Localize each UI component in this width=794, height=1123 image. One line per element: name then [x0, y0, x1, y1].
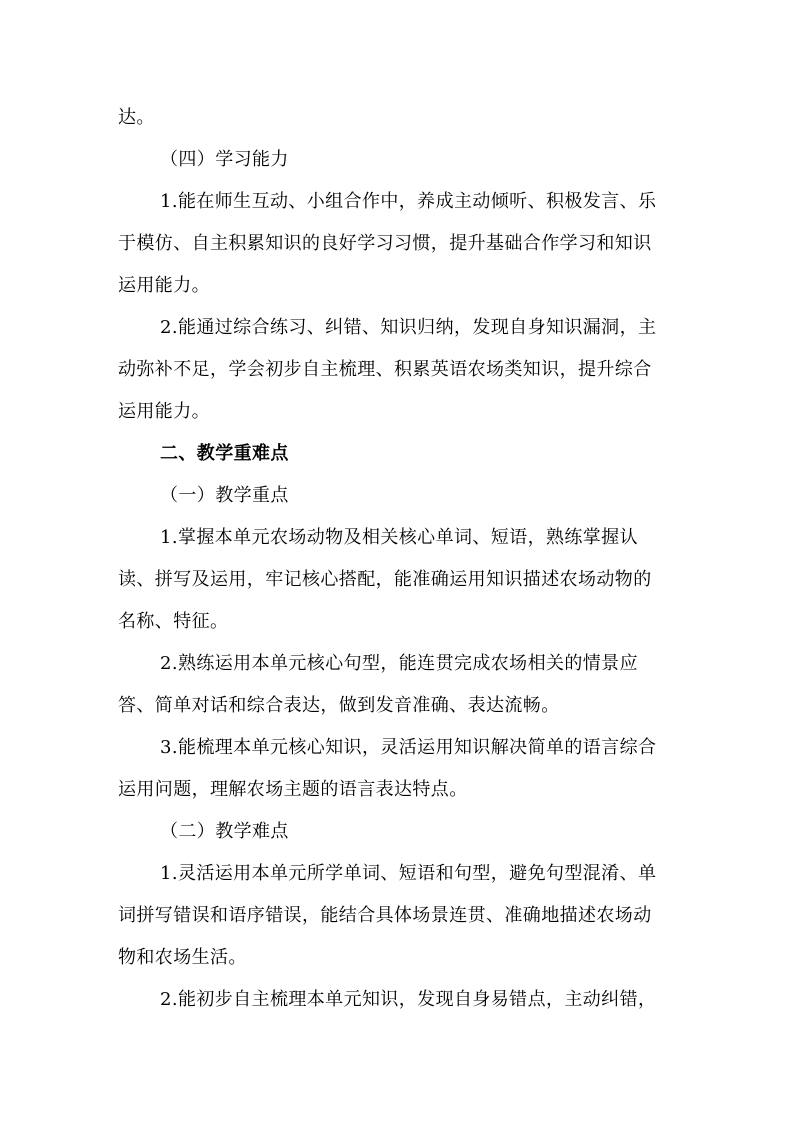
text-line: 词拼写错误和语序错误，能结合具体场景连贯、准确地描述农场动 — [118, 905, 652, 926]
text-line: 2.能通过综合练习、纠错、知识归纳，发现自身知识漏洞，主 — [160, 317, 657, 338]
text-line: 1.能在师生互动、小组合作中，养成主动倾听、积极发言、乐 — [160, 191, 657, 212]
text-line: 1.掌握本单元农场动物及相关核心单词、短语，熟练掌握认 — [160, 527, 638, 548]
text-line: 物和农场生活。 — [118, 947, 247, 968]
section-heading: 二、教学重难点 — [160, 443, 289, 464]
text-line: 达。 — [118, 107, 155, 128]
subsection-heading: （二）教学难点 — [160, 821, 289, 842]
text-line: 运用能力。 — [118, 401, 210, 422]
text-line: 于模仿、自主积累知识的良好学习习惯，提升基础合作学习和知识 — [118, 233, 652, 254]
text-line: 运用问题，理解农场主题的语言表达特点。 — [118, 779, 468, 800]
subsection-heading: （一）教学重点 — [160, 485, 289, 506]
text-line: 读、拼写及运用，牢记核心搭配，能准确运用知识描述农场动物的 — [118, 569, 652, 590]
text-line: 2.熟练运用本单元核心句型，能连贯完成农场相关的情景应 — [160, 653, 638, 674]
text-line: 名称、特征。 — [118, 611, 229, 632]
text-line: 动弥补不足，学会初步自主梳理、积累英语农场类知识，提升综合 — [118, 359, 652, 380]
text-line: 1.灵活运用本单元所学单词、短语和句型，避免句型混淆、单 — [160, 863, 657, 884]
text-line: 运用能力。 — [118, 275, 210, 296]
text-line: 2.能初步自主梳理本单元知识，发现自身易错点，主动纠错， — [160, 989, 657, 1010]
subsection-heading: （四）学习能力 — [160, 149, 289, 170]
text-line: 3.能梳理本单元核心知识，灵活运用知识解决简单的语言综合 — [160, 737, 657, 758]
text-line: 答、简单对话和综合表达，做到发音准确、表达流畅。 — [118, 695, 560, 716]
